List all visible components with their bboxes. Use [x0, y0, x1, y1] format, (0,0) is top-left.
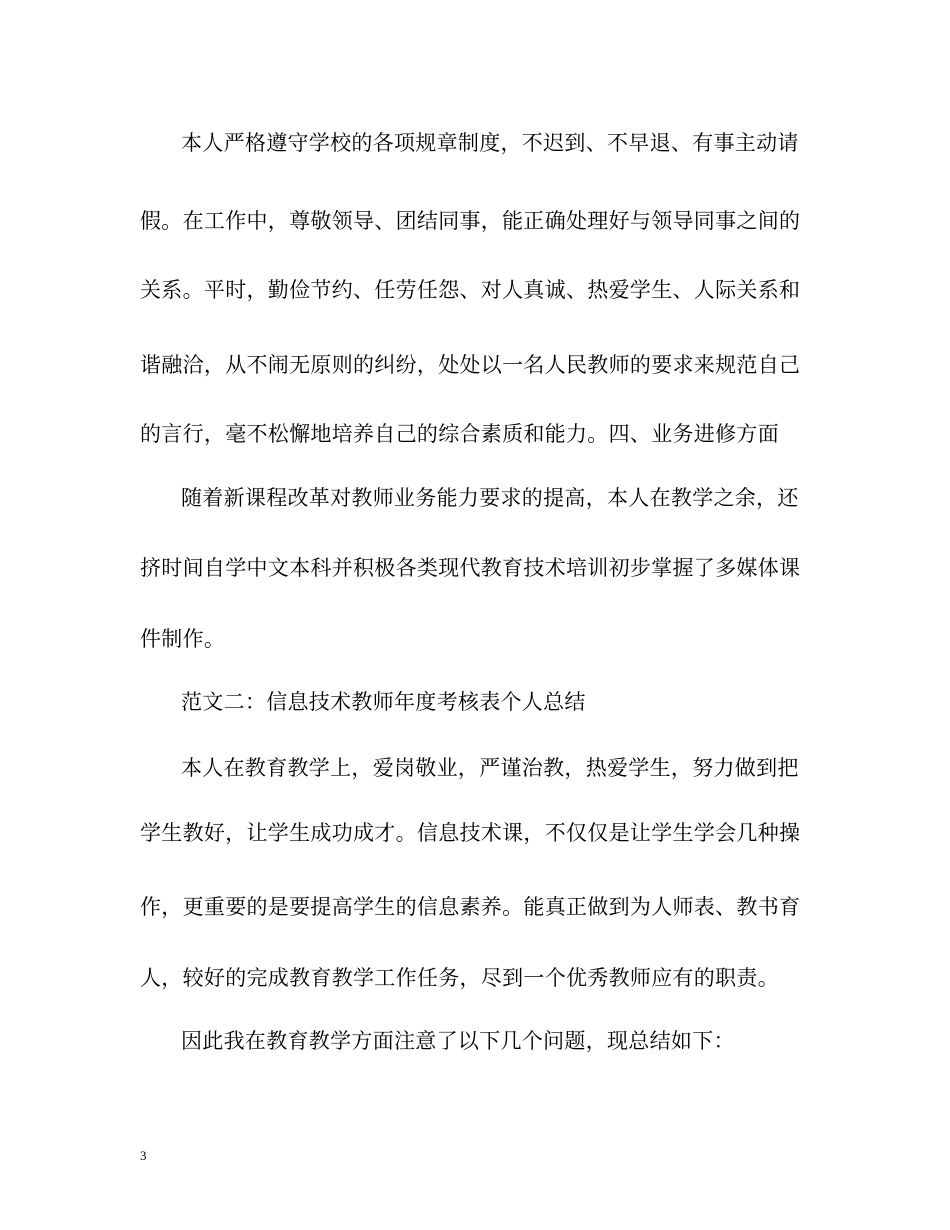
paragraph-line: 件制作。: [140, 627, 226, 651]
paragraph-line: 随着新课程改革对教师业务能力要求的提高，本人在教学之余，还: [181, 486, 799, 510]
section-heading: 范文二：信息技术教师年度考核表个人总结: [181, 690, 586, 714]
paragraph-line: 谐融洽，从不闹无原则的纠纷，处处以一名人民教师的要求来规范自己: [140, 353, 801, 377]
paragraph-line: 关系。平时，勤俭节约、任劳任怨、对人真诚、热爱学生、人际关系和: [140, 278, 801, 302]
page-number: 3: [140, 1148, 147, 1163]
paragraph-line: 本人严格遵守学校的各项规章制度，不迟到、不早退、有事主动请: [181, 131, 799, 155]
paragraph-line: 作，更重要的是要提高学生的信息素养。能真正做到为人师表、教书育: [140, 895, 801, 919]
paragraph-line: 挤时间自学中文本科并积极各类现代教育技术培训初步掌握了多媒体课: [140, 556, 801, 580]
paragraph-line: 人，较好的完成教育教学工作任务，尽到一个优秀教师应有的职责。: [140, 966, 779, 990]
paragraph-line: 假。在工作中，尊敬领导、团结同事，能正确处理好与领导同事之间的: [140, 209, 801, 233]
paragraph-line: 本人在教育教学上，爱岗敬业，严谨治教，热爱学生，努力做到把: [181, 756, 799, 780]
paragraph-line: 学生教好，让学生成功成才。信息技术课，不仅仅是让学生学会几种操: [140, 821, 801, 845]
paragraph-line: 的言行，毫不松懈地培养自己的综合素质和能力。四、业务进修方面: [140, 422, 779, 446]
paragraph-line: 因此我在教育教学方面注意了以下几个问题，现总结如下：: [181, 1029, 735, 1053]
